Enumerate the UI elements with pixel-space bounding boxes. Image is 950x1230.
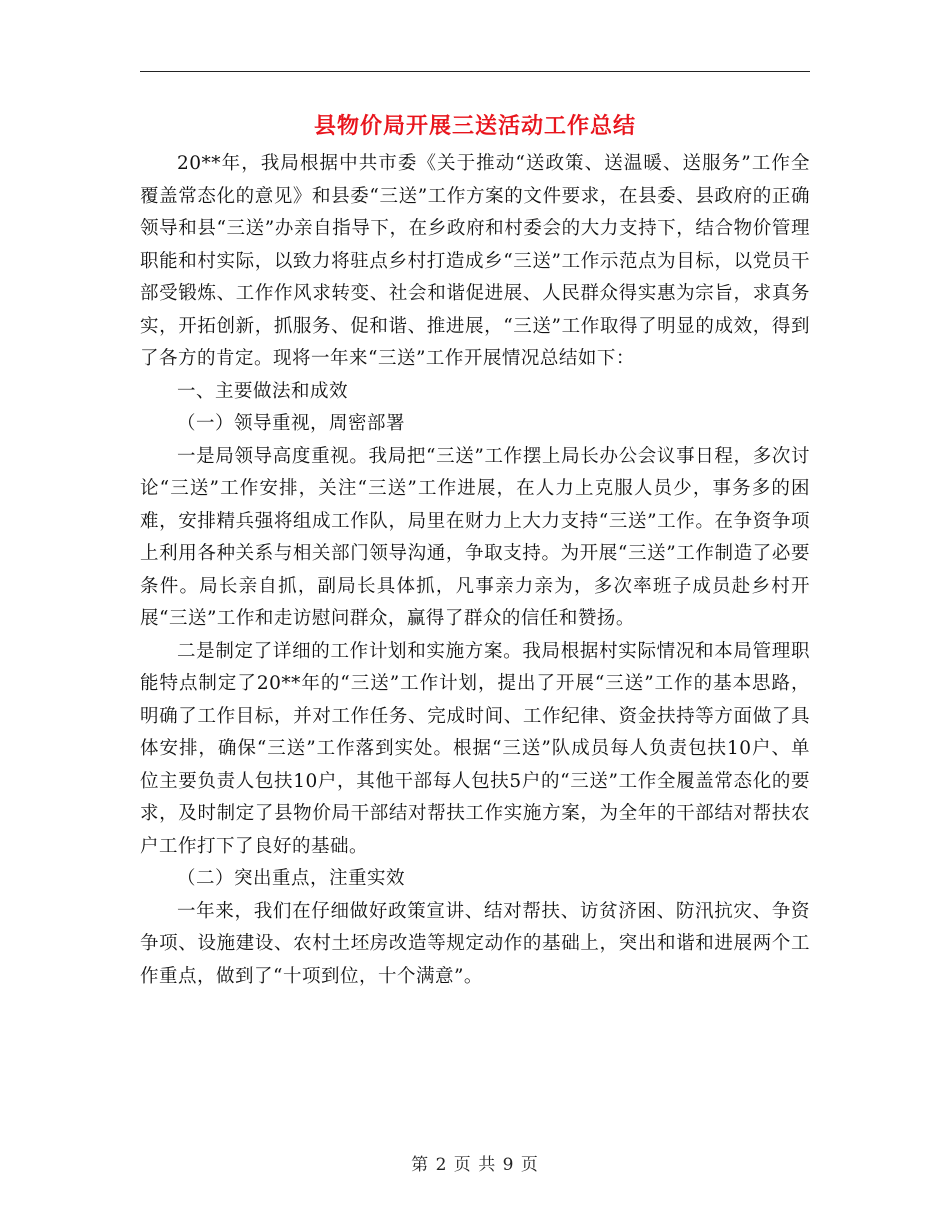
header-rule <box>140 71 810 72</box>
subsection-heading-leadership: （一）领导重视，周密部署 <box>177 413 406 434</box>
paragraph-year-summary: 一年来，我们在仔细做好政策宣讲、结对帮扶、访贫济困、防汛抗灾、争资争项、设施建设、农村土坯房改造等规定动作的基础上，突出和谐和进展两个工作重点，做到了“十项到位，十个满意”。 <box>140 900 810 987</box>
subsection-heading-key-points: （二）突出重点，注重实效 <box>177 868 406 889</box>
paragraph-leadership-attention: 一是局领导高度重视。我局把“三送”工作摆上局长办公会议事日程，多次讨论“三送”工作安排，关注“三送”工作进展，在人力上克服人员少，事务多的困难，安排精兵强将组成工作队，局里在财力上大力支持“三送”工作。在争资争项上利用各种关系与相关部门领导沟通，争取支持。为开展“三送”工作制造了必要条件。局长亲自抓，副局长具体抓，凡事亲力亲为，多次率班子成员赴乡村开展“三送”工作和走访慰问群众，赢得了群众的信任和赞扬。 <box>140 445 810 629</box>
paragraph-work-plan: 二是制定了详细的工作计划和实施方案。我局根据村实际情况和本局管理职能特点制定了20**年的“三送”工作计划，提出了开展“三送”工作的基本思路，明确了工作目标，并对工作任务、完成时间、工作纪律、资金扶持等方面做了具体安排，确保“三送”工作落到实处。根据“三送”队成员每人负责包扶10户、单位主要负责人包扶10户，其他干部每人包扶5户的“三送”工作全履盖常态化的要求，及时制定了县物价局干部结对帮扶工作实施方案，为全年的干部结对帮扶农户工作打下了良好的基础。 <box>140 640 810 857</box>
page-number: 第 2 页 共 9 页 <box>411 1155 539 1175</box>
document-body <box>140 148 810 993</box>
paragraph-intro: 20**年，我局根据中共市委《关于推动“送政策、送温暖、送服务”工作全覆盖常态化的意见》和县委“三送”工作方案的文件要求，在县委、县政府的正确领导和县“三送”办亲自指导下，在乡政府和村委会的大力支持下，结合物价管理职能和村实际，以致力将驻点乡村打造成乡“三送”工作示范点为目标，以党员干部受锻炼、工作作风求转变、社会和谐促进展、人民群众得实惠为宗旨，求真务实，开拓创新，抓服务、促和谐、推进展，“三送”工作取得了明显的成效，得到了各方的肯定。现将一年来“三送”工作开展情况总结如下： <box>140 153 810 369</box>
section-heading-main-practices: 一、主要做法和成效 <box>177 380 349 402</box>
document-title: 县物价局开展三送活动工作总结 <box>313 113 636 139</box>
